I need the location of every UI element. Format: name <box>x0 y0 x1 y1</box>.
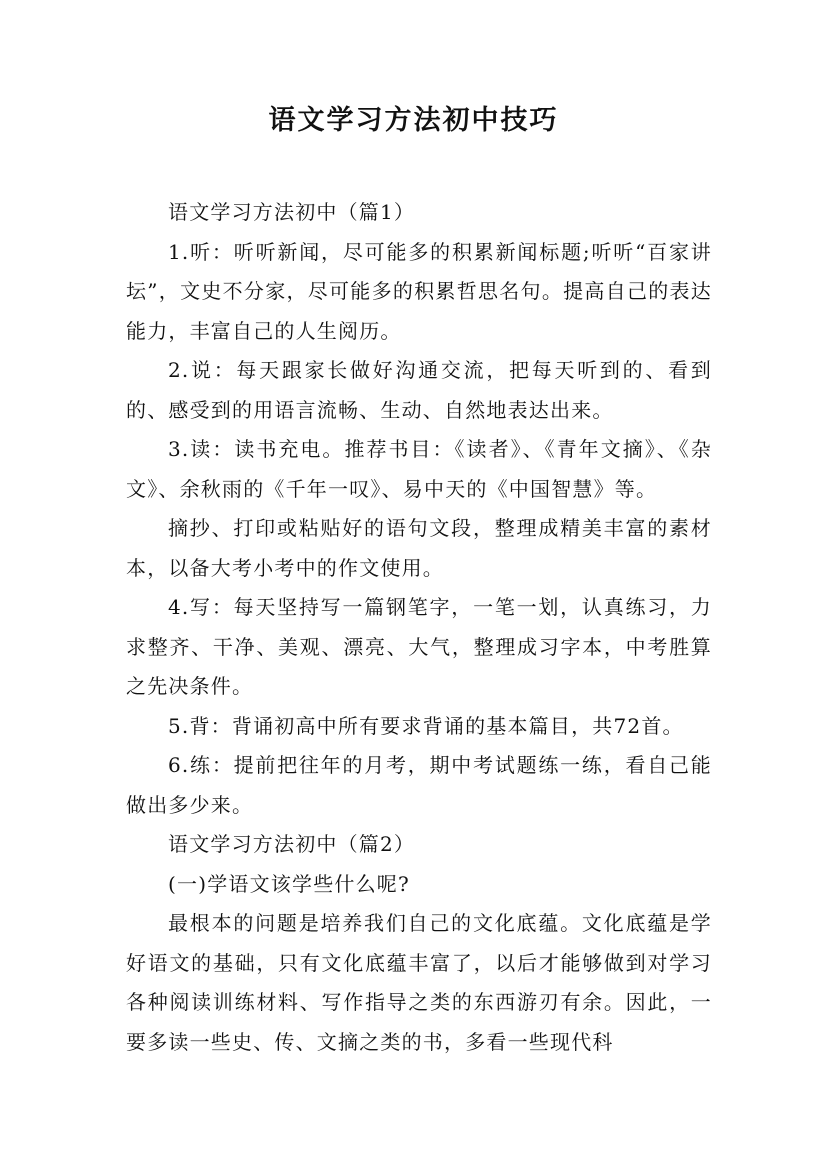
paragraph-read: 3.读：读书充电。推荐书目：《读者》、《青年文摘》、《杂文》、余秋雨的《千年一叹》、易中天的《中国智慧》等。 <box>126 437 712 501</box>
paragraph-write: 4.写：每天坚持写一篇钢笔字，一笔一划，认真练习，力求整齐、干净、美观、漂亮、大气，整理成习字本，中考胜算之先决条件。 <box>126 595 712 698</box>
document-body <box>126 193 712 1062</box>
paragraph-speak: 2.说：每天跟家长做好沟通交流，把每天听到的、看到的、感受到的用语言流畅、生动、自然地表达出来。 <box>126 358 712 422</box>
paragraph-practice: 6.练：提前把往年的月考，期中考试题练一练，看自己能做出多少来。 <box>126 753 712 817</box>
heading-section-1: 语文学习方法初中（篇1） <box>168 200 416 224</box>
paragraph-excerpt: 摘抄、打印或粘贴好的语句文段，整理成精美丰富的素材本，以备大考小考中的作文使用。 <box>126 516 712 580</box>
subheading-what-to-learn: (一)学语文该学些什么呢? <box>168 871 410 896</box>
paragraph-listen: 1.听：听听新闻，尽可能多的积累新闻标题;听听“百家讲坛”，文史不分家，尽可能多的积累哲思名句。提高自己的表达能力，丰富自己的人生阅历。 <box>126 239 712 343</box>
heading-section-2: 语文学习方法初中（篇2） <box>168 832 416 856</box>
paragraph-cultural-foundation: 最根本的问题是培养我们自己的文化底蕴。文化底蕴是学好语文的基础，只有文化底蕴丰富了，以后才能够做到对学习各种阅读训练材料、写作指导之类的东西游刃有余。因此，一要多读一些史、传、文摘之类的书，多看一些现代科 <box>126 911 712 1054</box>
paragraph-recite: 5.背：背诵初高中所有要求背诵的基本篇目，共72首。 <box>168 713 684 738</box>
document-title: 语文学习方法初中技巧 <box>268 105 559 136</box>
